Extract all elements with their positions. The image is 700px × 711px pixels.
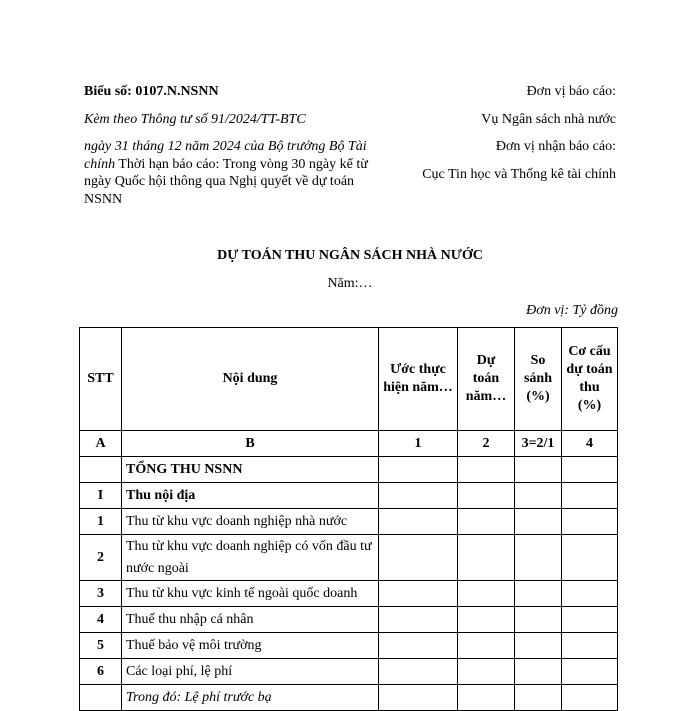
row-stt: 1 <box>80 509 122 535</box>
reporting-unit: Vụ Ngân sách nhà nước <box>481 112 616 127</box>
row-value-cell <box>515 659 562 685</box>
budget-table <box>79 327 618 711</box>
row-value-cell <box>458 633 515 659</box>
receiving-unit-label: Đơn vị nhận báo cáo: <box>495 139 616 154</box>
row-value-cell <box>458 509 515 535</box>
row-value-cell <box>562 457 618 483</box>
row-value-cell <box>562 607 618 633</box>
reporting-unit-label: Đơn vị báo cáo: <box>526 84 616 99</box>
row-value-cell <box>515 607 562 633</box>
row-value-cell <box>515 581 562 607</box>
index-cell: A <box>80 431 122 457</box>
table-row <box>80 483 618 509</box>
table-row <box>80 633 618 659</box>
row-content: Thu nội địa <box>122 483 379 509</box>
row-value-cell <box>458 535 515 581</box>
row-value-cell <box>515 483 562 509</box>
row-value-cell <box>562 509 618 535</box>
header-estimate: Ước thực hiện năm… <box>379 328 458 431</box>
header-compare: So sánh (%) <box>515 328 562 431</box>
row-stt: 6 <box>80 659 122 685</box>
row-value-cell <box>562 535 618 581</box>
row-stt: 2 <box>80 535 122 581</box>
receiving-unit: Cục Tin học và Thống kê tài chính <box>422 167 616 182</box>
row-value-cell <box>458 659 515 685</box>
reference: Kèm theo Thông tư số 91/2024/TT-BTC <box>84 112 306 127</box>
row-value-cell <box>515 633 562 659</box>
row-value-cell <box>379 659 458 685</box>
row-content: TỔNG THU NSNN <box>122 457 379 483</box>
row-value-cell <box>379 535 458 581</box>
row-content: Các loại phí, lệ phí <box>122 659 379 685</box>
row-value-cell <box>458 483 515 509</box>
index-cell: 2 <box>458 431 515 457</box>
row-value-cell <box>458 685 515 711</box>
row-content: Thu từ khu vực doanh nghiệp nhà nước <box>122 509 379 535</box>
header-content: Nội dung <box>122 328 379 431</box>
year-line: Năm:… <box>327 276 373 291</box>
row-content: Thu từ khu vực doanh nghiệp có vốn đầu tư nước ngoài <box>122 535 379 581</box>
unit-line: Đơn vị: Tỷ đồng <box>526 303 618 318</box>
table-body <box>80 457 618 711</box>
row-stt: I <box>80 483 122 509</box>
row-value-cell <box>379 457 458 483</box>
row-value-cell <box>515 509 562 535</box>
table-header-row <box>80 328 618 431</box>
reference-date: ngày 31 tháng 12 năm 2024 của Bộ trưởng Bộ Tài chính <box>84 139 367 172</box>
reference-date-and-deadline <box>84 138 386 208</box>
table-row <box>80 581 618 607</box>
header-structure: Cơ cấu dự toán thu (%) <box>562 328 618 431</box>
index-cell: B <box>122 431 379 457</box>
row-value-cell <box>515 457 562 483</box>
index-cell: 1 <box>379 431 458 457</box>
row-content: Thu từ khu vực kinh tế ngoài quốc doanh <box>122 581 379 607</box>
table-row <box>80 659 618 685</box>
table-row <box>80 535 618 581</box>
row-value-cell <box>379 581 458 607</box>
row-stt: 5 <box>80 633 122 659</box>
row-stt: 4 <box>80 607 122 633</box>
row-content: Trong đó: Lệ phí trước bạ <box>122 685 379 711</box>
unit-info <box>386 83 616 183</box>
form-info <box>84 83 386 208</box>
header-budget: Dự toán năm… <box>458 328 515 431</box>
row-value-cell <box>379 685 458 711</box>
table-row <box>80 685 618 711</box>
row-value-cell <box>562 483 618 509</box>
table-index-row <box>80 431 618 457</box>
document-title: DỰ TOÁN THU NGÂN SÁCH NHÀ NƯỚC <box>217 248 483 263</box>
row-value-cell <box>562 581 618 607</box>
row-value-cell <box>562 633 618 659</box>
row-value-cell <box>562 659 618 685</box>
table-row <box>80 457 618 483</box>
deadline: Thời hạn báo cáo: Trong vòng 30 ngày kể từ ngày Quốc hội thông qua Nghị quyết về dự toán NSNN <box>84 156 368 207</box>
row-value-cell <box>379 633 458 659</box>
form-code: Biểu số: 0107.N.NSNN <box>84 84 219 99</box>
row-value-cell <box>515 685 562 711</box>
row-value-cell <box>515 535 562 581</box>
row-stt <box>80 457 122 483</box>
row-value-cell <box>458 457 515 483</box>
row-stt <box>80 685 122 711</box>
row-value-cell <box>379 607 458 633</box>
table-row <box>80 607 618 633</box>
row-value-cell <box>379 483 458 509</box>
row-value-cell <box>458 581 515 607</box>
row-value-cell <box>458 607 515 633</box>
header-stt: STT <box>80 328 122 431</box>
row-content: Thuế thu nhập cá nhân <box>122 607 379 633</box>
table-row <box>80 509 618 535</box>
row-value-cell <box>379 509 458 535</box>
row-value-cell <box>562 685 618 711</box>
row-stt: 3 <box>80 581 122 607</box>
index-cell: 3=2/1 <box>515 431 562 457</box>
index-cell: 4 <box>562 431 618 457</box>
row-content: Thuế bảo vệ môi trường <box>122 633 379 659</box>
